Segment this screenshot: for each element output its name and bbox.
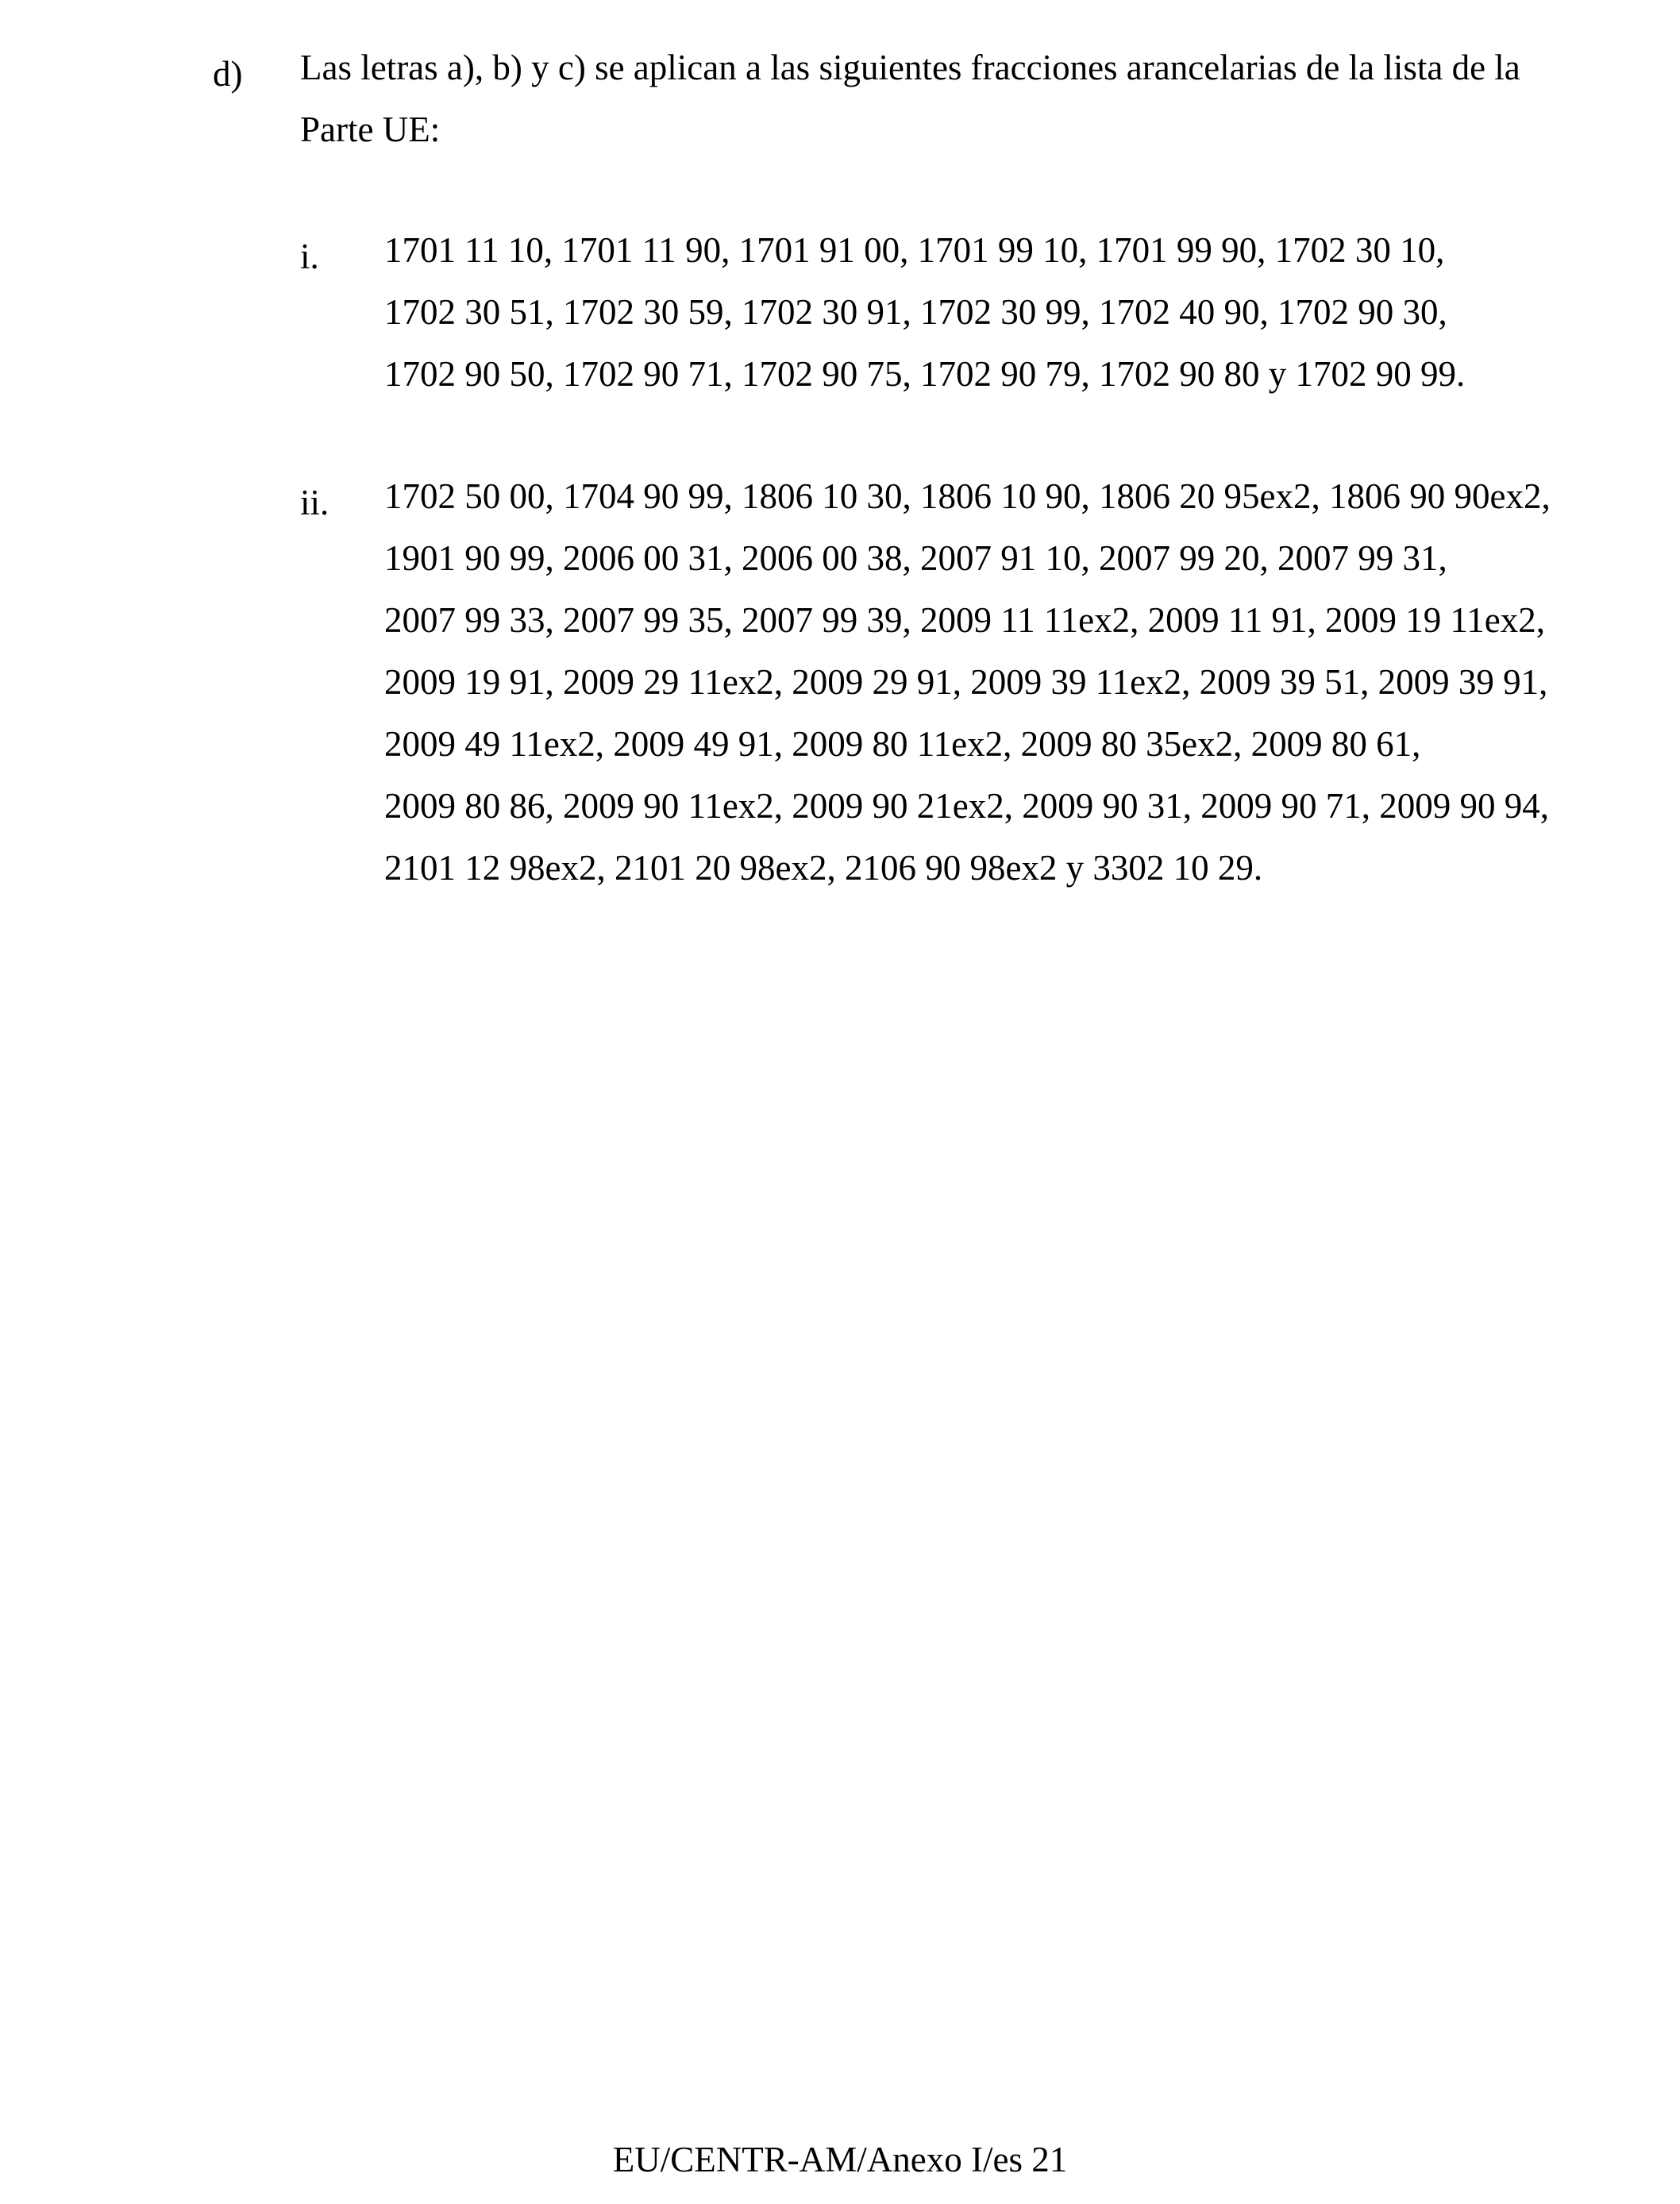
tariff-codes-line: 2009 19 91, 2009 29 11ex2, 2009 29 91, 2009 39 11ex2, 2009 39 51, 2009 39 91, [384,662,1548,702]
sub-item-label-i: i. [300,237,319,276]
tariff-codes-list-ii [384,465,1623,899]
tariff-codes-line: 2009 49 11ex2, 2009 49 91, 2009 80 11ex2, 2009 80 35ex2, 2009 80 61, [384,724,1421,764]
tariff-codes-list-i [384,219,1623,405]
tariff-codes-line: 2007 99 33, 2007 99 35, 2007 99 39, 2009 11 11ex2, 2009 11 91, 2009 19 11ex2, [384,600,1546,640]
sub-item-label-ii: ii. [300,483,329,522]
tariff-codes-line: 2009 80 86, 2009 90 11ex2, 2009 90 21ex2, 2009 90 31, 2009 90 71, 2009 90 94, [384,786,1550,826]
item-label-d: d) [213,54,243,94]
tariff-codes-line: 1701 11 10, 1701 11 90, 1701 91 00, 1701 99 10, 1701 99 90, 1702 30 10, [384,230,1445,270]
tariff-codes-line: 1702 90 50, 1702 90 71, 1702 90 75, 1702 90 79, 1702 90 80 y 1702 90 99. [384,354,1466,394]
tariff-codes-line: 2101 12 98ex2, 2101 20 98ex2, 2106 90 98ex2 y 3302 10 29. [384,848,1263,888]
paragraph-line: Parte UE: [300,110,441,149]
item-d-paragraph [300,37,1562,160]
tariff-codes-line: 1702 30 51, 1702 30 59, 1702 30 91, 1702 30 99, 1702 40 90, 1702 90 30, [384,292,1447,332]
paragraph-line: Las letras a), b) y c) se aplican a las siguientes fracciones arancelarias de la lista de la [300,48,1520,87]
tariff-codes-line: 1702 50 00, 1704 90 99, 1806 10 30, 1806 10 90, 1806 20 95ex2, 1806 90 90ex2, [384,476,1551,516]
tariff-codes-line: 1901 90 99, 2006 00 31, 2006 00 38, 2007 91 10, 2007 99 20, 2007 99 31, [384,538,1447,578]
page-footer: EU/CENTR-AM/Anexo I/es 21 [612,2140,1068,2179]
